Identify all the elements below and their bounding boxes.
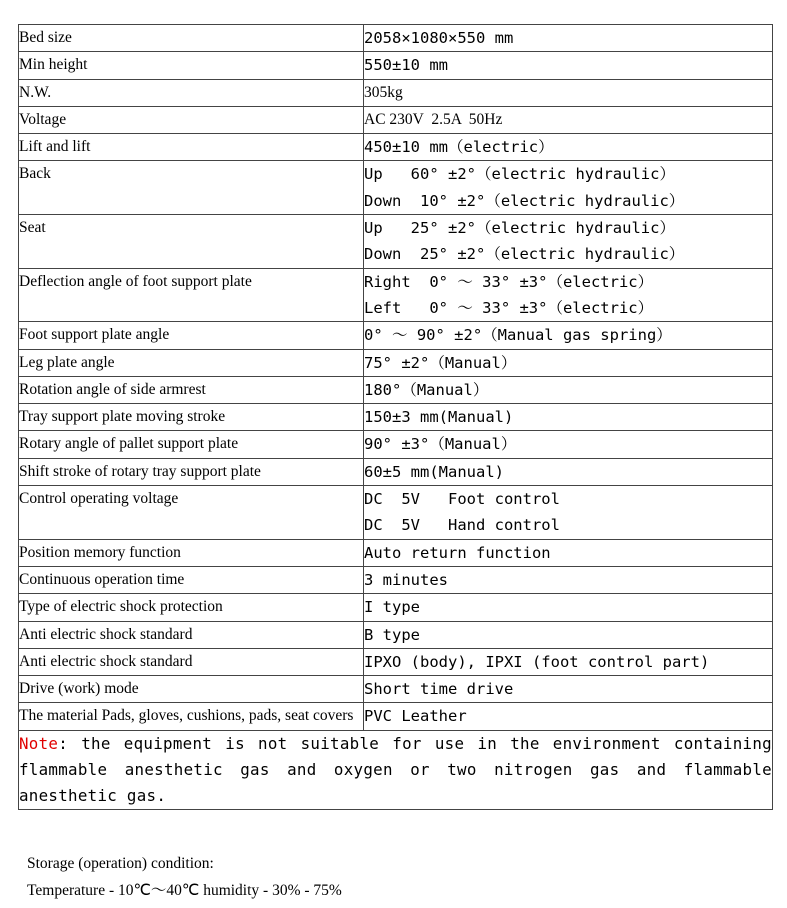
spec-value — [364, 703, 773, 730]
spec-row — [19, 215, 773, 269]
spec-row — [19, 349, 773, 376]
spec-row — [19, 431, 773, 458]
spec-value — [364, 79, 773, 106]
spec-label: Tray support plate moving stroke — [19, 404, 364, 431]
specification-rows — [19, 25, 773, 731]
spec-label: Bed size — [19, 25, 364, 52]
spec-value-line: 0° ～ 90° ±2°（Manual gas spring） — [364, 326, 672, 345]
spec-value-line: Down 25° ±2°（electric hydraulic） — [364, 245, 685, 264]
spec-value — [364, 594, 773, 621]
storage-condition — [27, 850, 342, 904]
spec-value-line: 305kg — [364, 83, 403, 101]
spec-label: Continuous operation time — [19, 566, 364, 593]
spec-value — [364, 431, 773, 458]
spec-label: Min height — [19, 52, 364, 79]
spec-label: N.W. — [19, 79, 364, 106]
spec-label: Back — [19, 161, 364, 215]
spec-label: Seat — [19, 215, 364, 269]
spec-value-line: Down 10° ±2°（electric hydraulic） — [364, 191, 685, 210]
spec-value — [364, 106, 773, 133]
spec-label: Foot support plate angle — [19, 322, 364, 349]
specification-table — [18, 24, 773, 810]
spec-value-line: Up 60° ±2°（electric hydraulic） — [364, 165, 675, 184]
spec-value-line: 150±3 mm(Manual) — [364, 408, 514, 427]
spec-row — [19, 648, 773, 675]
note-row — [19, 730, 773, 809]
spec-row — [19, 322, 773, 349]
spec-row — [19, 404, 773, 431]
spec-label: Type of electric shock protection — [19, 594, 364, 621]
spec-value — [364, 376, 773, 403]
spec-label: Leg plate angle — [19, 349, 364, 376]
note-label: Note — [19, 733, 59, 753]
spec-sheet — [18, 24, 773, 810]
spec-row — [19, 106, 773, 133]
spec-value-line: 2058×1080×550 mm — [364, 29, 514, 47]
spec-label: Voltage — [19, 106, 364, 133]
spec-value — [364, 322, 773, 349]
spec-value-line: 90° ±3°（Manual） — [364, 435, 517, 454]
spec-value — [364, 161, 773, 215]
spec-row — [19, 486, 773, 540]
storage-heading: Storage (operation) condition: — [27, 855, 214, 872]
spec-label: Shift stroke of rotary tray support plate — [19, 458, 364, 485]
spec-row — [19, 566, 773, 593]
spec-value — [364, 676, 773, 703]
spec-value-line: I type — [364, 598, 420, 617]
spec-value-line: DC 5V Hand control — [364, 516, 560, 535]
spec-row — [19, 621, 773, 648]
spec-value-line: 3 minutes — [364, 570, 448, 589]
spec-row — [19, 458, 773, 485]
spec-row — [19, 134, 773, 161]
note-section — [19, 730, 773, 809]
spec-value-line: 450±10 mm（electric） — [364, 138, 554, 157]
spec-value-line: Short time drive — [364, 680, 514, 699]
spec-label: Anti electric shock standard — [19, 648, 364, 675]
note-cell — [19, 730, 773, 809]
spec-value-line: 180°（Manual） — [364, 380, 489, 399]
spec-row — [19, 703, 773, 730]
spec-row — [19, 594, 773, 621]
spec-value — [364, 349, 773, 376]
spec-label: Rotary angle of pallet support plate — [19, 431, 364, 458]
spec-value-line: B type — [364, 625, 420, 644]
spec-value — [364, 404, 773, 431]
spec-label: The material Pads, gloves, cushions, pads, seat covers — [19, 703, 364, 730]
spec-row — [19, 539, 773, 566]
spec-value-line: 60±5 mm(Manual) — [364, 462, 504, 481]
spec-row — [19, 52, 773, 79]
spec-label: Lift and lift — [19, 134, 364, 161]
spec-value-line: DC 5V Foot control — [364, 490, 560, 509]
spec-label: Rotation angle of side armrest — [19, 376, 364, 403]
spec-row — [19, 79, 773, 106]
spec-row — [19, 676, 773, 703]
spec-label: Deflection angle of foot support plate — [19, 268, 364, 322]
spec-value — [364, 621, 773, 648]
spec-value — [364, 486, 773, 540]
spec-value-line: Auto return function — [364, 543, 551, 562]
spec-value-line: PVC Leather — [364, 707, 467, 726]
spec-value — [364, 539, 773, 566]
spec-value — [364, 458, 773, 485]
spec-value-line: Left 0° ～ 33° ±3°（electric） — [364, 298, 654, 317]
spec-value — [364, 215, 773, 269]
spec-value — [364, 566, 773, 593]
spec-row — [19, 25, 773, 52]
spec-label: Anti electric shock standard — [19, 621, 364, 648]
spec-value — [364, 52, 773, 79]
spec-value — [364, 268, 773, 322]
spec-label: Position memory function — [19, 539, 364, 566]
spec-value — [364, 25, 773, 52]
spec-value-line: AC 230V 2.5A 50Hz — [364, 110, 503, 128]
spec-value-line: 75° ±2°（Manual） — [364, 353, 517, 372]
spec-value — [364, 134, 773, 161]
note-text: : the equipment is not suitable for use in the environment containing flammable anesthetic gas and oxygen or two nitrogen gas and flammable anesthetic gas. — [19, 733, 772, 805]
spec-label: Drive (work) mode — [19, 676, 364, 703]
spec-value-line: 550±10 mm — [364, 56, 448, 75]
spec-row — [19, 376, 773, 403]
spec-value-line: IPXO (body), IPXI (foot control part) — [364, 652, 710, 671]
spec-row — [19, 161, 773, 215]
spec-label: Control operating voltage — [19, 486, 364, 540]
spec-value-line: Right 0° ～ 33° ±3°（electric） — [364, 272, 654, 291]
spec-value-line: Up 25° ±2°（electric hydraulic） — [364, 219, 675, 238]
spec-row — [19, 268, 773, 322]
spec-value — [364, 648, 773, 675]
storage-details: Temperature - 10℃～40℃ humidity - 30% - 75% — [27, 882, 342, 899]
